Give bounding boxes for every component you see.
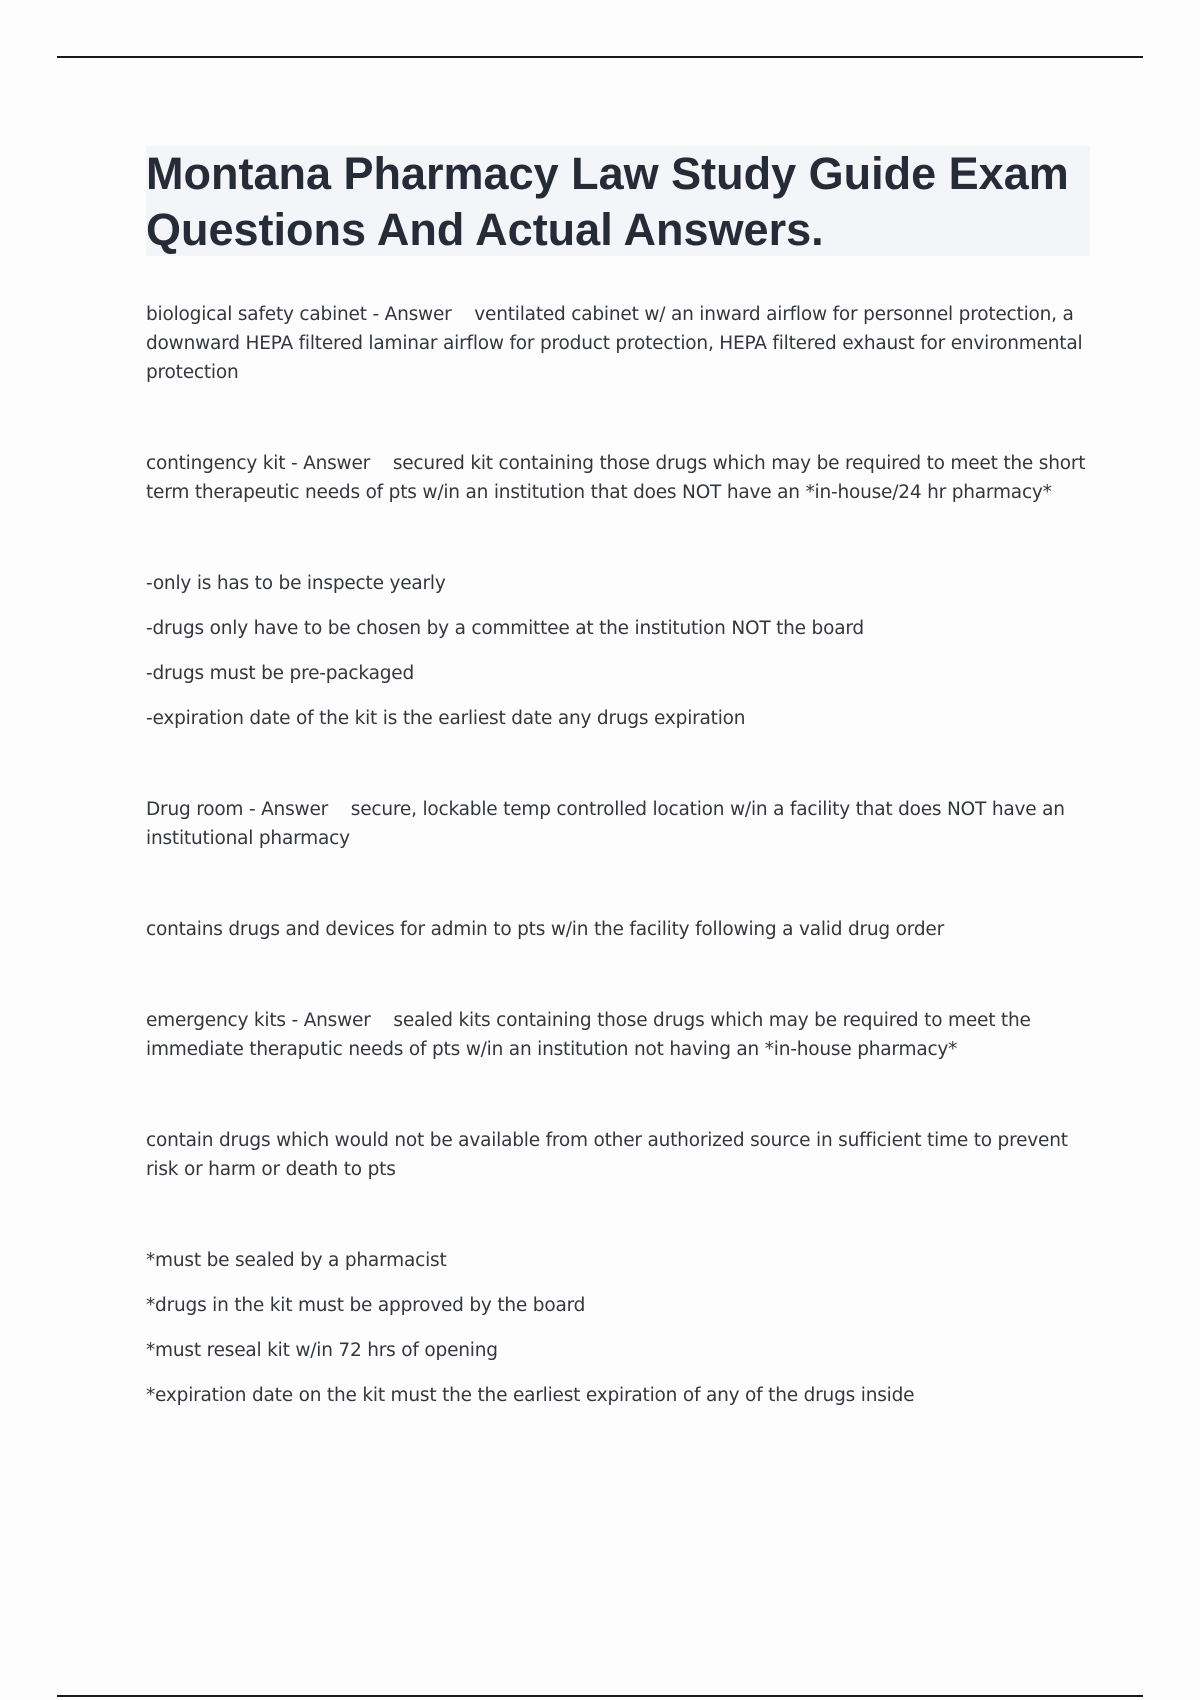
entry-term: biological safety cabinet - Answer xyxy=(146,304,452,325)
entry-answer: ventilated cabinet w/ an inward airflow for personnel protection, a downward HEPA filtered laminar airflow for product protection, HEPA filtered exhaust for environmental protection xyxy=(146,304,1083,383)
entry-emergency-kits xyxy=(146,1006,1086,1064)
entry-answer: secured kit containing those drugs which may be required to meet the short term therapeutic needs of pts w/in an institution that does NOT have an *in-house/24 hr pharmacy* xyxy=(146,453,1086,503)
bottom-divider xyxy=(57,1695,1143,1697)
list-item: -only is has to be inspecte yearly xyxy=(146,573,446,594)
document-body xyxy=(146,300,1086,1410)
entry-drug-room xyxy=(146,795,1086,853)
entry-contingency-kit xyxy=(146,449,1086,507)
list-item: *must reseal kit w/in 72 hrs of opening xyxy=(146,1340,498,1361)
title-block xyxy=(146,146,1090,256)
top-divider xyxy=(57,56,1143,58)
entry-drug-room-detail: contains drugs and devices for admin to pts w/in the facility following a valid drug order xyxy=(146,919,944,940)
list-item: *drugs in the kit must be approved by the board xyxy=(146,1295,586,1316)
list-item: *expiration date on the kit must the the earliest expiration of any of the drugs inside xyxy=(146,1385,915,1406)
entry-biological-safety-cabinet xyxy=(146,300,1086,387)
list-item: -drugs must be pre-packaged xyxy=(146,663,414,684)
entry-answer: sealed kits containing those drugs which may be required to meet the immediate theraputic needs of pts w/in an institution not having an *in-house pharmacy* xyxy=(146,1010,1031,1060)
list-item: *must be sealed by a pharmacist xyxy=(146,1250,447,1271)
entry-answer: secure, lockable temp controlled location w/in a facility that does NOT have an institutional pharmacy xyxy=(146,799,1065,849)
document-title: Montana Pharmacy Law Study Guide Exam Questions And Actual Answers. xyxy=(146,148,1069,255)
entry-term: contingency kit - Answer xyxy=(146,453,371,474)
entry-term: emergency kits - Answer xyxy=(146,1010,371,1031)
list-item: -drugs only have to be chosen by a committee at the institution NOT the board xyxy=(146,618,864,639)
list-item: -expiration date of the kit is the earliest date any drugs expiration xyxy=(146,708,746,729)
entry-emergency-kits-detail: contain drugs which would not be available from other authorized source in sufficient time to prevent risk or harm or death to pts xyxy=(146,1130,1068,1180)
entry-term: Drug room - Answer xyxy=(146,799,329,820)
